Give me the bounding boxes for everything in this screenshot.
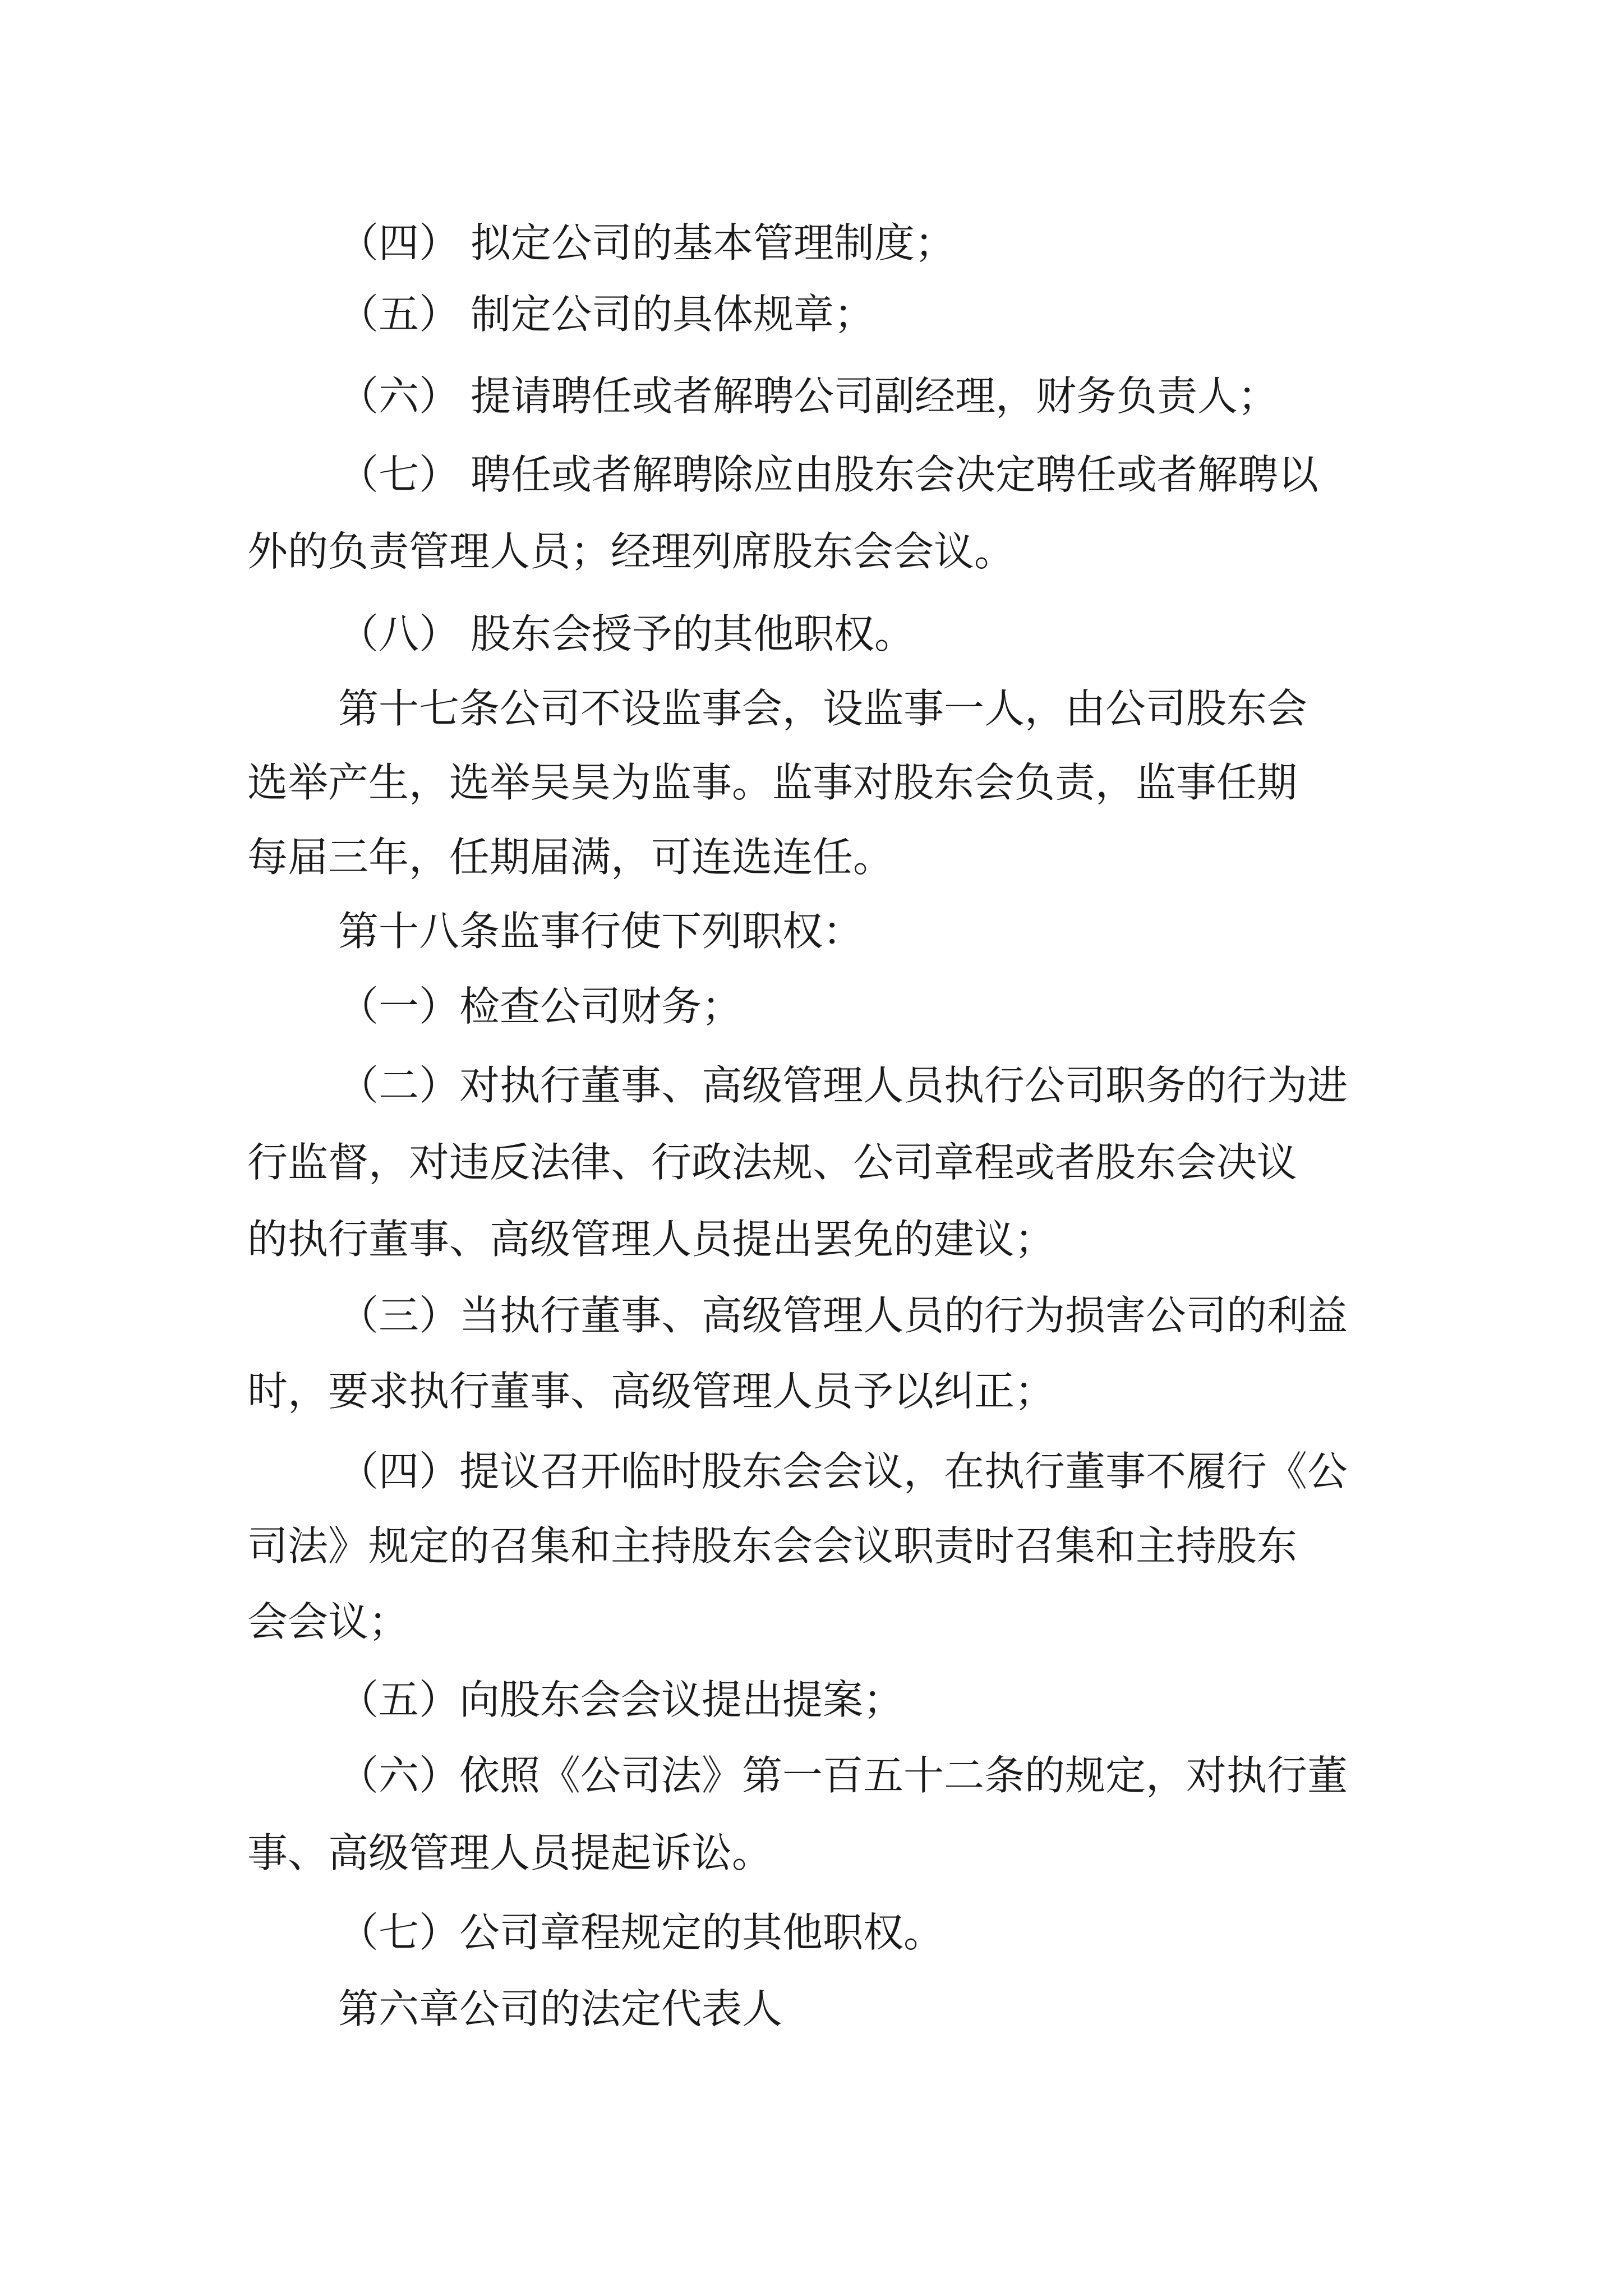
line-text: （五）向股东会会议提出提案；: [338, 1676, 904, 1723]
text-line: [338, 979, 742, 1033]
text-line: [247, 1364, 1055, 1418]
line-text: 外的负责管理人员；经理列席股东会会议。: [247, 528, 1015, 575]
text-line: [338, 607, 915, 661]
line-text: 行监督，对违反法律、行政法规、公司章程或者股东会决议: [247, 1139, 1298, 1186]
text-line: [338, 1444, 1348, 1498]
text-line: [338, 1059, 1348, 1112]
text-line: [338, 1673, 903, 1727]
line-text: 股东会授予的其他职权。: [471, 610, 915, 657]
item-number: （七）: [338, 451, 460, 498]
text-line: [247, 756, 1297, 809]
line-text: 司法》规定的召集和主持股东会会议职责时召集和主持股东: [247, 1522, 1298, 1570]
line-text: 时，要求执行董事、高级管理人员予以纠正；: [247, 1368, 1055, 1415]
text-line: [338, 216, 955, 270]
text-line: [338, 682, 1307, 735]
text-line: [247, 1826, 772, 1880]
text-line: [338, 287, 874, 341]
text-line: [247, 1595, 409, 1649]
item-number: （四）: [338, 219, 460, 266]
text-line: [338, 1982, 782, 2036]
text-line: [338, 448, 1318, 501]
text-line: [338, 369, 1278, 423]
text-line: [247, 524, 1015, 578]
text-line: [338, 1906, 944, 1959]
line-text: （二）对执行董事、高级管理人员执行公司职务的行为进: [338, 1062, 1348, 1109]
line-text: 制定公司的具体规章；: [471, 291, 875, 338]
item-number: （八）: [338, 610, 460, 657]
line-text: 第六章公司的法定代表人: [338, 1985, 783, 2032]
line-text: 聘任或者解聘除应由股东会决定聘任或者解聘以: [471, 451, 1319, 498]
line-text: 第十八条监事行使下列职权：: [338, 908, 864, 955]
line-text: 拟定公司的基本管理制度；: [471, 219, 956, 266]
text-line: [247, 1519, 1297, 1573]
line-text: 提请聘任或者解聘公司副经理，财务负责人；: [471, 372, 1279, 420]
text-line: [247, 1212, 1055, 1266]
line-text: （四）提议召开临时股东会会议，在执行董事不履行《公: [338, 1448, 1348, 1495]
line-text: （六）依照《公司法》第一百五十二条的规定，对执行董: [338, 1752, 1348, 1799]
line-text: 第十七条公司不设监事会，设监事一人，由公司股东会: [338, 685, 1308, 732]
line-text: （七）公司章程规定的其他职权。: [338, 1909, 944, 1956]
line-text: 的执行董事、高级管理人员提出罢免的建议；: [247, 1216, 1055, 1263]
text-line: [247, 1135, 1297, 1189]
text-line: [338, 904, 863, 958]
item-number: （五）: [338, 291, 460, 338]
line-text: 会会议；: [247, 1598, 409, 1645]
line-text: 每届三年，任期届满，可连选连任。: [247, 834, 894, 881]
text-line: [338, 1289, 1348, 1342]
line-text: 选举产生，选举吴昊为监事。监事对股东会负责，监事任期: [247, 759, 1298, 806]
line-text: （一）检查公司财务；: [338, 983, 743, 1030]
text-line: [338, 1749, 1348, 1802]
line-text: （三）当执行董事、高级管理人员的行为损害公司的利益: [338, 1292, 1348, 1339]
item-number: （六）: [338, 372, 460, 420]
text-line: [247, 830, 893, 884]
line-text: 事、高级管理人员提起诉讼。: [247, 1829, 773, 1876]
